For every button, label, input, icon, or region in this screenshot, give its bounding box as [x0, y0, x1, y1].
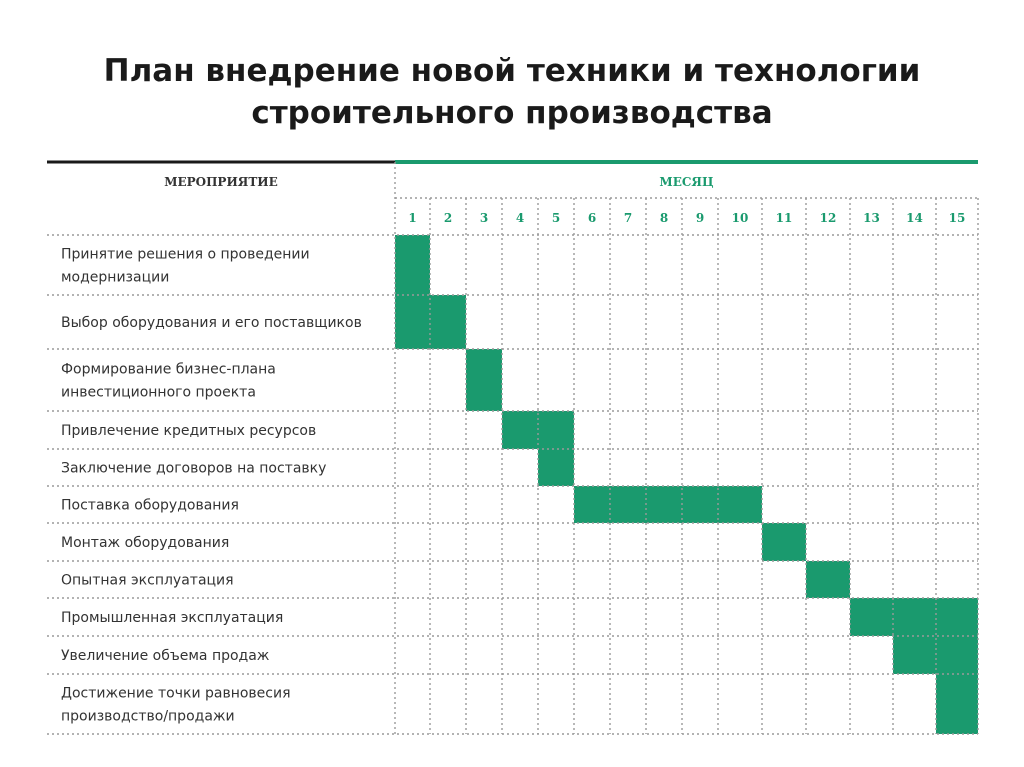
month-label-10: 10 [731, 211, 749, 225]
task-label-5: Заключение договоров на поставку [61, 460, 327, 477]
bar-9-month-15 [936, 598, 978, 636]
bar-9-month-13 [850, 598, 893, 636]
month-label-8: 8 [659, 211, 669, 225]
page-title-line-2: строительного производства [251, 95, 773, 131]
bar-5-month-5 [538, 449, 574, 486]
month-label-2: 2 [443, 211, 453, 225]
bar-2-month-1 [395, 295, 430, 349]
task-label-9: Промышленная эксплуатация [61, 610, 284, 626]
month-label-14: 14 [906, 211, 923, 225]
task-label-11-line-2: производство/продажи [61, 708, 235, 725]
bar-6-month-7 [610, 486, 646, 523]
task-label-4: Привлечение кредитных ресурсов [61, 423, 317, 439]
task-label-11-line-1: Достижение точки равновесия [61, 685, 291, 702]
month-label-15: 15 [948, 211, 966, 225]
bar-6-month-8 [646, 486, 682, 523]
task-label-8: Опытная эксплуатация [61, 572, 234, 589]
month-label-12: 12 [819, 211, 837, 225]
bar-4-month-5 [538, 411, 574, 449]
month-label-3: 3 [479, 211, 489, 225]
bar-9-month-14 [893, 598, 936, 636]
task-label-1-line-1: Принятие решения о проведении [61, 246, 310, 263]
bar-8-month-12 [806, 561, 850, 598]
month-label-9: 9 [695, 211, 705, 225]
bar-2-month-2 [430, 295, 466, 349]
activity-header: МЕРОПРИЯТИЕ [164, 175, 278, 189]
month-label-1: 1 [408, 211, 417, 225]
bar-10-month-14 [893, 636, 936, 674]
bar-3-month-3 [466, 349, 502, 411]
month-header: МЕСЯЦ [659, 175, 714, 189]
task-label-3-line-1: Формирование бизнес-плана [61, 361, 276, 378]
task-label-7: Монтаж оборудования [61, 535, 230, 551]
month-label-5: 5 [551, 211, 561, 225]
month-label-11: 11 [775, 211, 793, 225]
bar-10-month-15 [936, 636, 978, 674]
labels-layer [61, 175, 965, 725]
page-title-line-1: План внедрение новой техники и технологии [103, 53, 921, 89]
task-label-2: Выбор оборудования и его поставщиков [61, 315, 362, 331]
bar-4-month-4 [502, 411, 538, 449]
task-label-3-line-2: инвестиционного проекта [61, 384, 256, 401]
bar-6-month-6 [574, 486, 610, 523]
bar-1-month-1 [395, 235, 430, 295]
month-label-4: 4 [515, 211, 525, 225]
month-label-6: 6 [587, 211, 597, 225]
bar-6-month-9 [682, 486, 718, 523]
bar-7-month-11 [762, 523, 806, 561]
bar-6-month-10 [718, 486, 762, 523]
task-label-10: Увеличение объема продаж [61, 648, 270, 664]
bars-layer [395, 235, 978, 734]
month-label-7: 7 [623, 211, 633, 225]
task-label-6: Поставка оборудования [61, 497, 239, 514]
task-label-1-line-2: модернизации [61, 269, 170, 286]
month-label-13: 13 [863, 211, 880, 225]
bar-11-month-15 [936, 674, 978, 734]
